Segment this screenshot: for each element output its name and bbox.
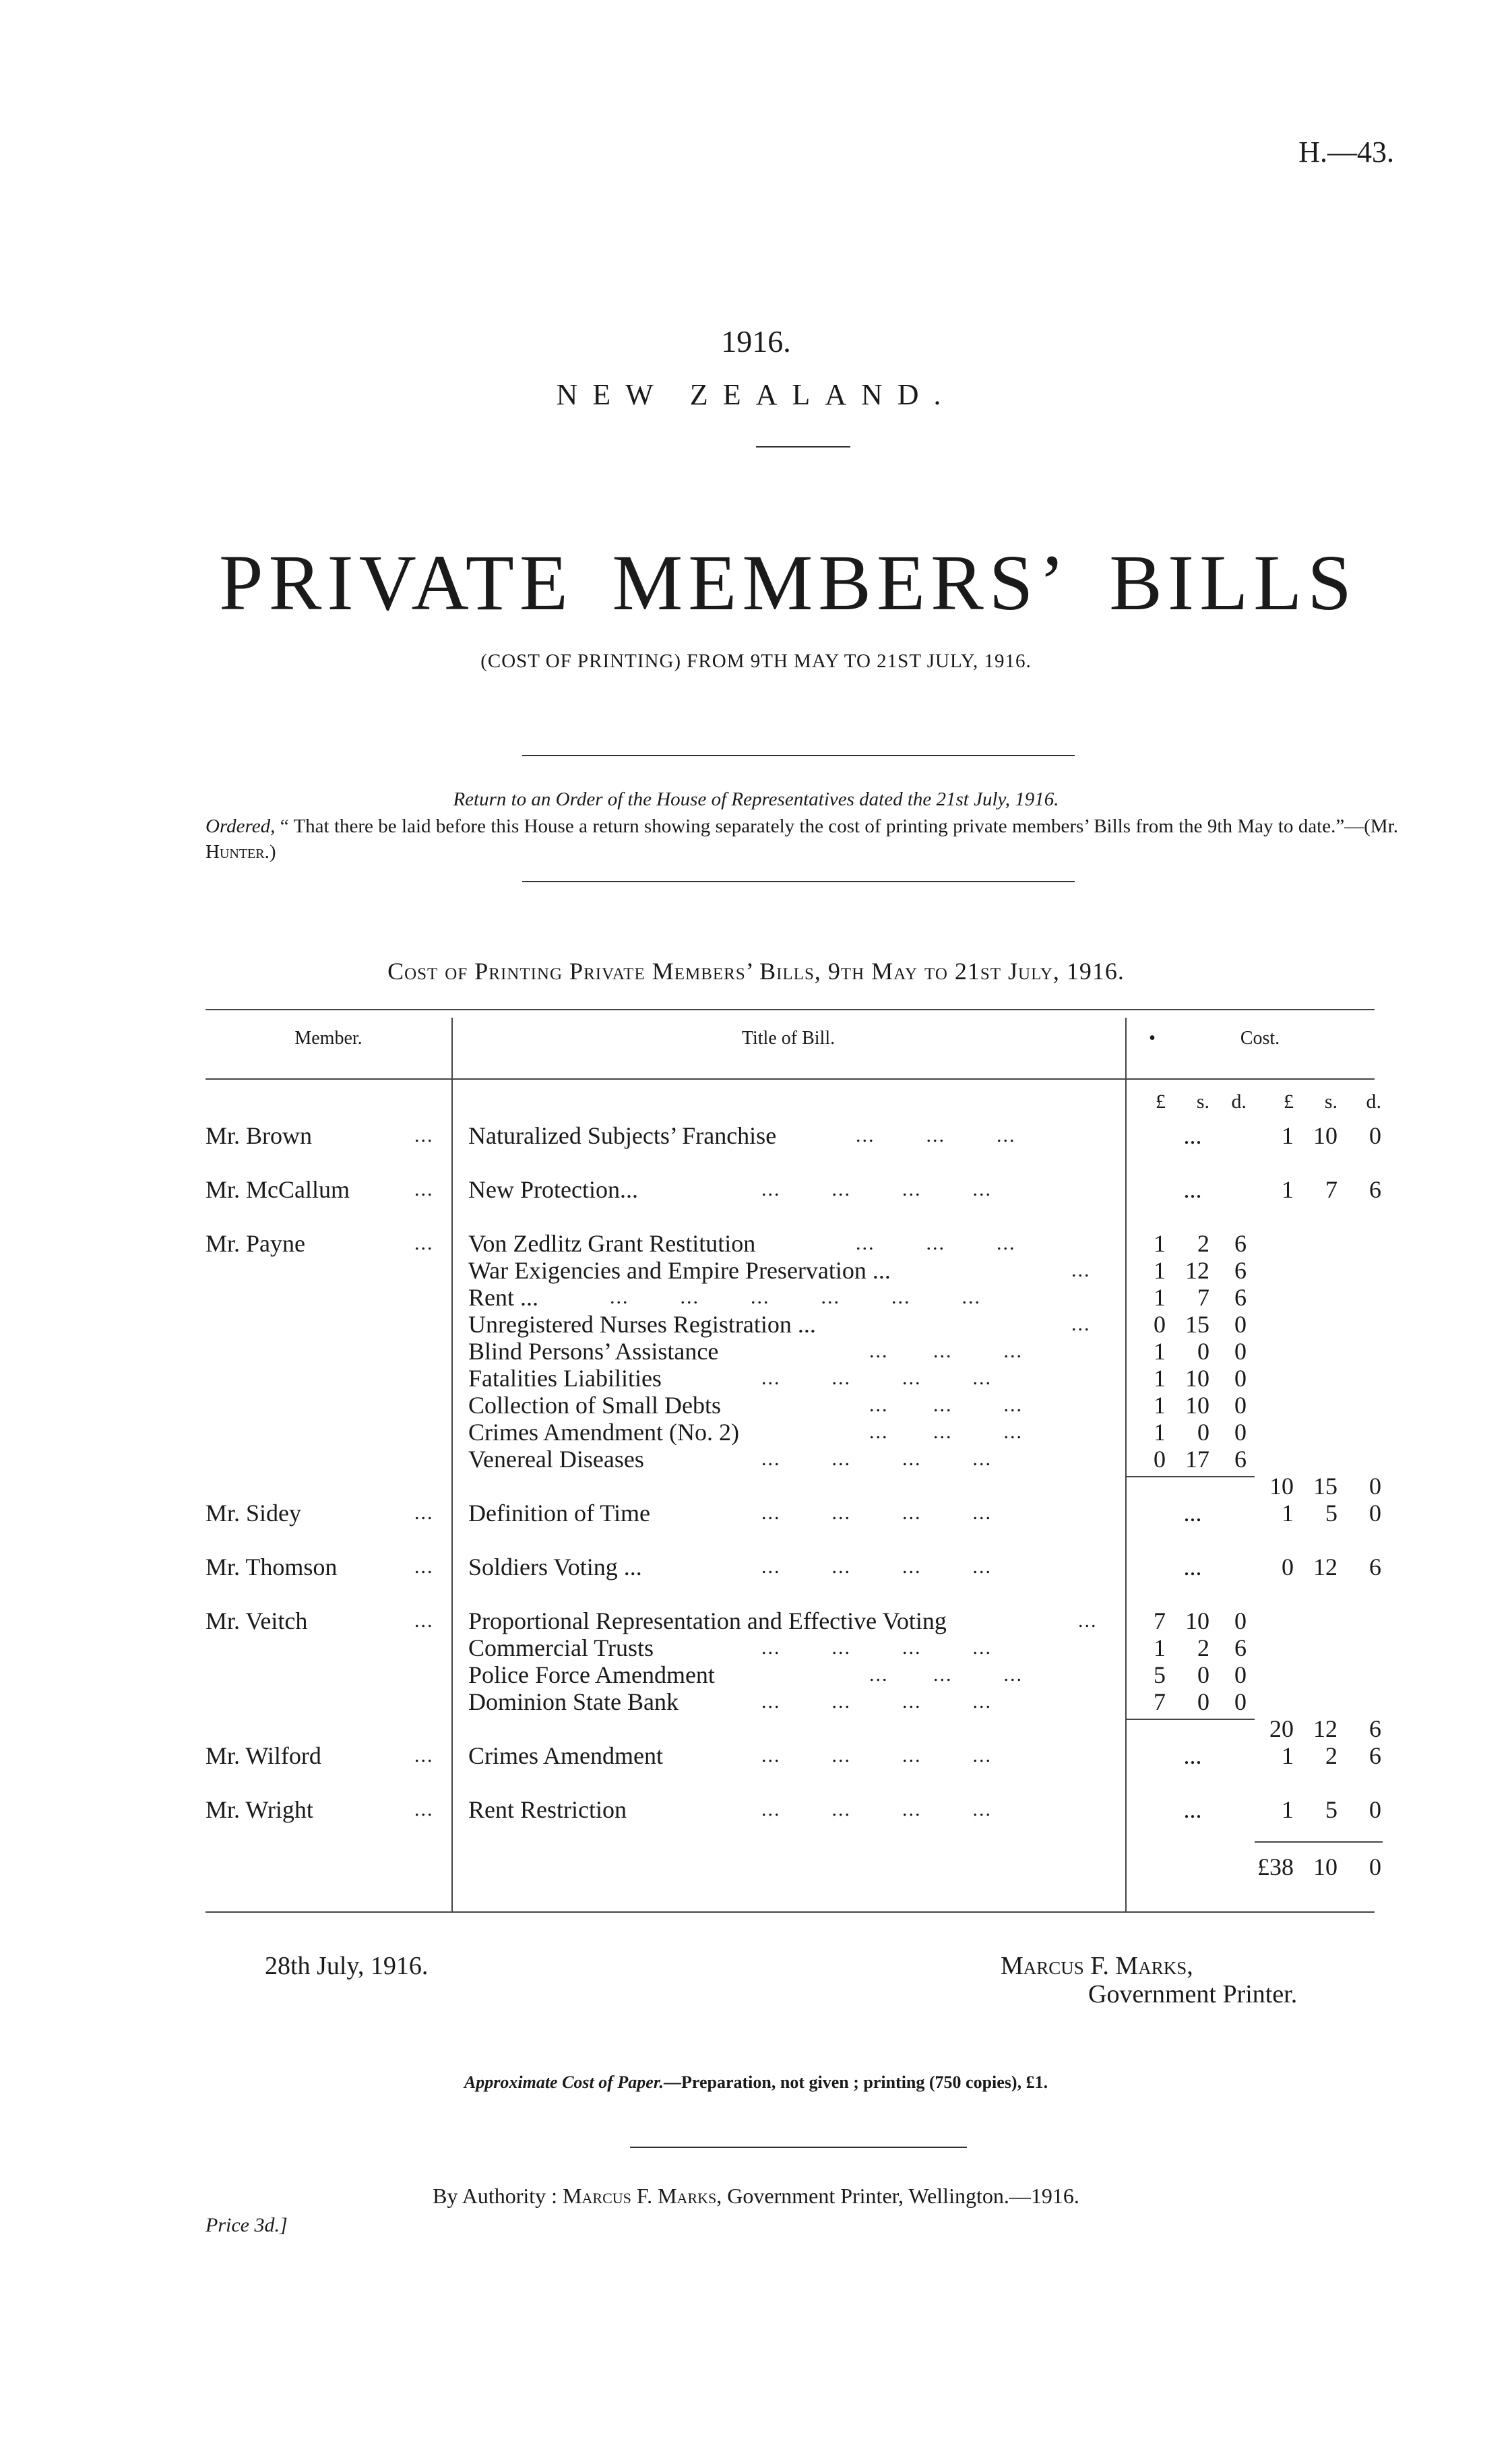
bill-title-cell: Blind Persons’ Assistance <box>468 1338 719 1365</box>
subtotal-pounds: 10 <box>1269 1473 1294 1500</box>
item-pounds: 1 <box>1154 1257 1166 1284</box>
header-member: Member. <box>294 1028 363 1049</box>
total-pounds: 1 <box>1282 1742 1294 1769</box>
header-bullet: • <box>1149 1028 1156 1049</box>
item-pounds: 1 <box>1154 1338 1166 1365</box>
price-note: Price 3d.] <box>206 2214 288 2236</box>
grand-total-pence: 0 <box>1369 1853 1381 1880</box>
total-pence: 6 <box>1369 1554 1381 1580</box>
item-shillings: 7 <box>1197 1284 1209 1311</box>
title-word-2: MEMBERS’ <box>612 539 1071 627</box>
bill-title-cell: Venereal Diseases <box>468 1446 644 1473</box>
bill-title-cell: Police Force Amendment <box>468 1661 715 1688</box>
member-cell: Mr. Brown <box>206 1122 313 1149</box>
table-top-rule <box>206 1009 1375 1010</box>
ordered-label: Ordered, <box>206 816 276 837</box>
header-cost: Cost. <box>1240 1028 1280 1049</box>
item-pounds: 1 <box>1154 1634 1166 1661</box>
total-pounds: 1 <box>1282 1176 1294 1203</box>
item-pounds: 0 <box>1154 1311 1166 1338</box>
item-pounds: 7 <box>1154 1688 1166 1715</box>
member-cell: Mr. Veitch <box>206 1607 308 1634</box>
divider <box>756 446 850 448</box>
subtotal-pounds: 20 <box>1269 1715 1294 1742</box>
bill-title-cell: Unregistered Nurses Registration ... <box>468 1311 816 1338</box>
grand-total-rule <box>1255 1841 1383 1843</box>
member-cell: Mr. Thomson <box>206 1554 338 1580</box>
member-name: Hunter <box>206 841 265 863</box>
divider <box>522 755 1075 756</box>
item-cost-cell: ... <box>1183 1500 1202 1527</box>
item-cost-cell: ... <box>1183 1554 1202 1580</box>
item-pounds: 7 <box>1154 1607 1166 1634</box>
column-divider <box>451 1018 453 1911</box>
total-pounds: 1 <box>1282 1796 1294 1823</box>
lsd-header: £ <box>1284 1090 1294 1113</box>
item-pence: 6 <box>1234 1634 1247 1661</box>
lsd-header: s. <box>1196 1090 1209 1113</box>
item-pence: 6 <box>1234 1257 1247 1284</box>
total-shillings: 12 <box>1313 1554 1337 1580</box>
total-pence: 0 <box>1369 1796 1381 1823</box>
item-cost-cell: ... <box>1183 1796 1202 1823</box>
item-shillings: 17 <box>1185 1446 1209 1473</box>
subtotal-rule <box>1127 1476 1255 1477</box>
item-pence: 0 <box>1234 1311 1247 1338</box>
member-cell: Mr. Wilford <box>206 1742 321 1769</box>
item-pounds: 1 <box>1154 1230 1166 1257</box>
total-pence: 6 <box>1369 1742 1381 1769</box>
item-pounds: 1 <box>1154 1365 1166 1392</box>
item-cost-cell: ... <box>1183 1122 1202 1149</box>
divider <box>630 2147 967 2148</box>
item-shillings: 15 <box>1185 1311 1209 1338</box>
bill-title-cell: Fatalities Liabilities <box>468 1365 662 1392</box>
bill-title-cell: Definition of Time <box>468 1500 651 1527</box>
item-pence: 0 <box>1234 1392 1247 1419</box>
order-text: Ordered, “ That there be laid before this House a return showing separately the cost of printing private members’ Bills from the 9th May to date.”—(Mr. Hunter.) <box>206 816 1398 863</box>
item-pence: 6 <box>1234 1446 1247 1473</box>
title-word-1: PRIVATE <box>219 539 573 627</box>
item-pence: 0 <box>1234 1365 1247 1392</box>
printer-title: Government Printer. <box>1088 1980 1298 2008</box>
authority-line: By Authority : Marcus F. Marks, Government Printer, Wellington.—1916. <box>433 2184 1079 2208</box>
item-cost-cell: ... <box>1183 1176 1202 1203</box>
item-pounds: 1 <box>1154 1392 1166 1419</box>
item-pence: 0 <box>1234 1419 1247 1446</box>
total-pence: 6 <box>1369 1176 1381 1203</box>
item-pounds: 5 <box>1154 1661 1166 1688</box>
total-shillings: 10 <box>1313 1122 1337 1149</box>
document-reference: H.—43. <box>1298 135 1394 168</box>
grand-total-pounds: £38 <box>1257 1853 1294 1880</box>
total-shillings: 7 <box>1325 1176 1337 1203</box>
item-shillings: 0 <box>1197 1338 1209 1365</box>
item-shillings: 10 <box>1185 1392 1209 1419</box>
member-cell: Mr. Wright <box>206 1796 313 1823</box>
item-pence: 0 <box>1234 1338 1247 1365</box>
item-shillings: 0 <box>1197 1688 1209 1715</box>
return-line: Return to an Order of the House of Representatives dated the 21st July, 1916. <box>453 789 1059 810</box>
item-shillings: 12 <box>1185 1257 1209 1284</box>
bill-title-cell: Collection of Small Debts <box>468 1392 721 1419</box>
lsd-header: s. <box>1324 1090 1337 1113</box>
item-pounds: 1 <box>1154 1284 1166 1311</box>
bill-title-cell: Crimes Amendment <box>468 1742 663 1769</box>
lsd-header: £ <box>1156 1090 1166 1113</box>
item-pence: 0 <box>1234 1607 1247 1634</box>
table-title: Cost of Printing Private Members’ Bills, 9th May to 21st July, 1916. <box>387 958 1125 985</box>
subtotal-pence: 0 <box>1369 1473 1381 1500</box>
bill-title-cell: New Protection... <box>468 1176 638 1203</box>
bill-title-cell: Dominion State Bank <box>468 1688 679 1715</box>
subtotal-shillings: 12 <box>1313 1715 1337 1742</box>
item-pence: 0 <box>1234 1688 1247 1715</box>
bill-title-cell: Rent Restriction <box>468 1796 627 1823</box>
item-pence: 6 <box>1234 1230 1247 1257</box>
page-subtitle: (COST OF PRINTING) FROM 9TH MAY TO 21ST JULY, 1916. <box>480 650 1032 672</box>
country-heading: NEW ZEALAND. <box>556 378 956 411</box>
divider <box>522 881 1075 882</box>
item-shillings: 10 <box>1185 1365 1209 1392</box>
total-shillings: 5 <box>1325 1500 1337 1527</box>
title-word-3: BILLS <box>1109 539 1357 627</box>
bill-title-cell: War Exigencies and Empire Preservation ... <box>468 1257 891 1284</box>
table-bottom-rule <box>206 1911 1375 1913</box>
grand-total-shillings: 10 <box>1313 1853 1337 1880</box>
subtotal-rule <box>1127 1719 1255 1720</box>
total-pounds: 0 <box>1282 1554 1294 1580</box>
item-pence: 0 <box>1234 1661 1247 1688</box>
item-pounds: 0 <box>1154 1446 1166 1473</box>
header-title: Title of Bill. <box>741 1028 836 1049</box>
member-cell: Mr. Sidey <box>206 1500 302 1527</box>
bill-title-cell: Soldiers Voting ... <box>468 1554 642 1580</box>
item-shillings: 2 <box>1197 1634 1209 1661</box>
member-cell: Mr. McCallum <box>206 1176 350 1203</box>
item-shillings: 0 <box>1197 1661 1209 1688</box>
item-shillings: 10 <box>1185 1607 1209 1634</box>
bill-title-cell: Commercial Trusts <box>468 1634 654 1661</box>
member-cell: Mr. Payne <box>206 1230 305 1257</box>
bill-title-cell: Naturalized Subjects’ Franchise <box>468 1122 777 1149</box>
bill-title-cell: Proportional Representation and Effective Voting <box>468 1607 947 1634</box>
printer-name: Marcus F. Marks, <box>1001 1952 1193 1980</box>
item-pence: 6 <box>1234 1284 1247 1311</box>
total-pounds: 1 <box>1282 1122 1294 1149</box>
item-pounds: 1 <box>1154 1419 1166 1446</box>
page-title <box>0 539 1512 627</box>
bill-title-cell: Rent ... <box>468 1284 538 1311</box>
item-cost-cell: ... <box>1183 1742 1202 1769</box>
total-pence: 0 <box>1369 1500 1381 1527</box>
header-bottom-rule <box>206 1078 1375 1080</box>
column-divider <box>1125 1018 1127 1911</box>
subtotal-shillings: 15 <box>1313 1473 1337 1500</box>
bill-title-cell: Crimes Amendment (No. 2) <box>468 1419 739 1446</box>
lsd-header: d. <box>1366 1090 1381 1113</box>
total-pounds: 1 <box>1282 1500 1294 1527</box>
total-pence: 0 <box>1369 1122 1381 1149</box>
item-shillings: 0 <box>1197 1419 1209 1446</box>
bill-title-cell: Von Zedlitz Grant Restitution <box>468 1230 756 1257</box>
total-shillings: 2 <box>1325 1742 1337 1769</box>
signature-date: 28th July, 1916. <box>265 1952 429 1980</box>
lsd-header: d. <box>1231 1090 1247 1113</box>
year-heading: 1916. <box>721 324 791 359</box>
paper-cost-note: Approximate Cost of Paper.—Preparation, not given ; printing (750 copies), £1. <box>464 2072 1048 2092</box>
total-shillings: 5 <box>1325 1796 1337 1823</box>
subtotal-pence: 6 <box>1369 1715 1381 1742</box>
item-shillings: 2 <box>1197 1230 1209 1257</box>
